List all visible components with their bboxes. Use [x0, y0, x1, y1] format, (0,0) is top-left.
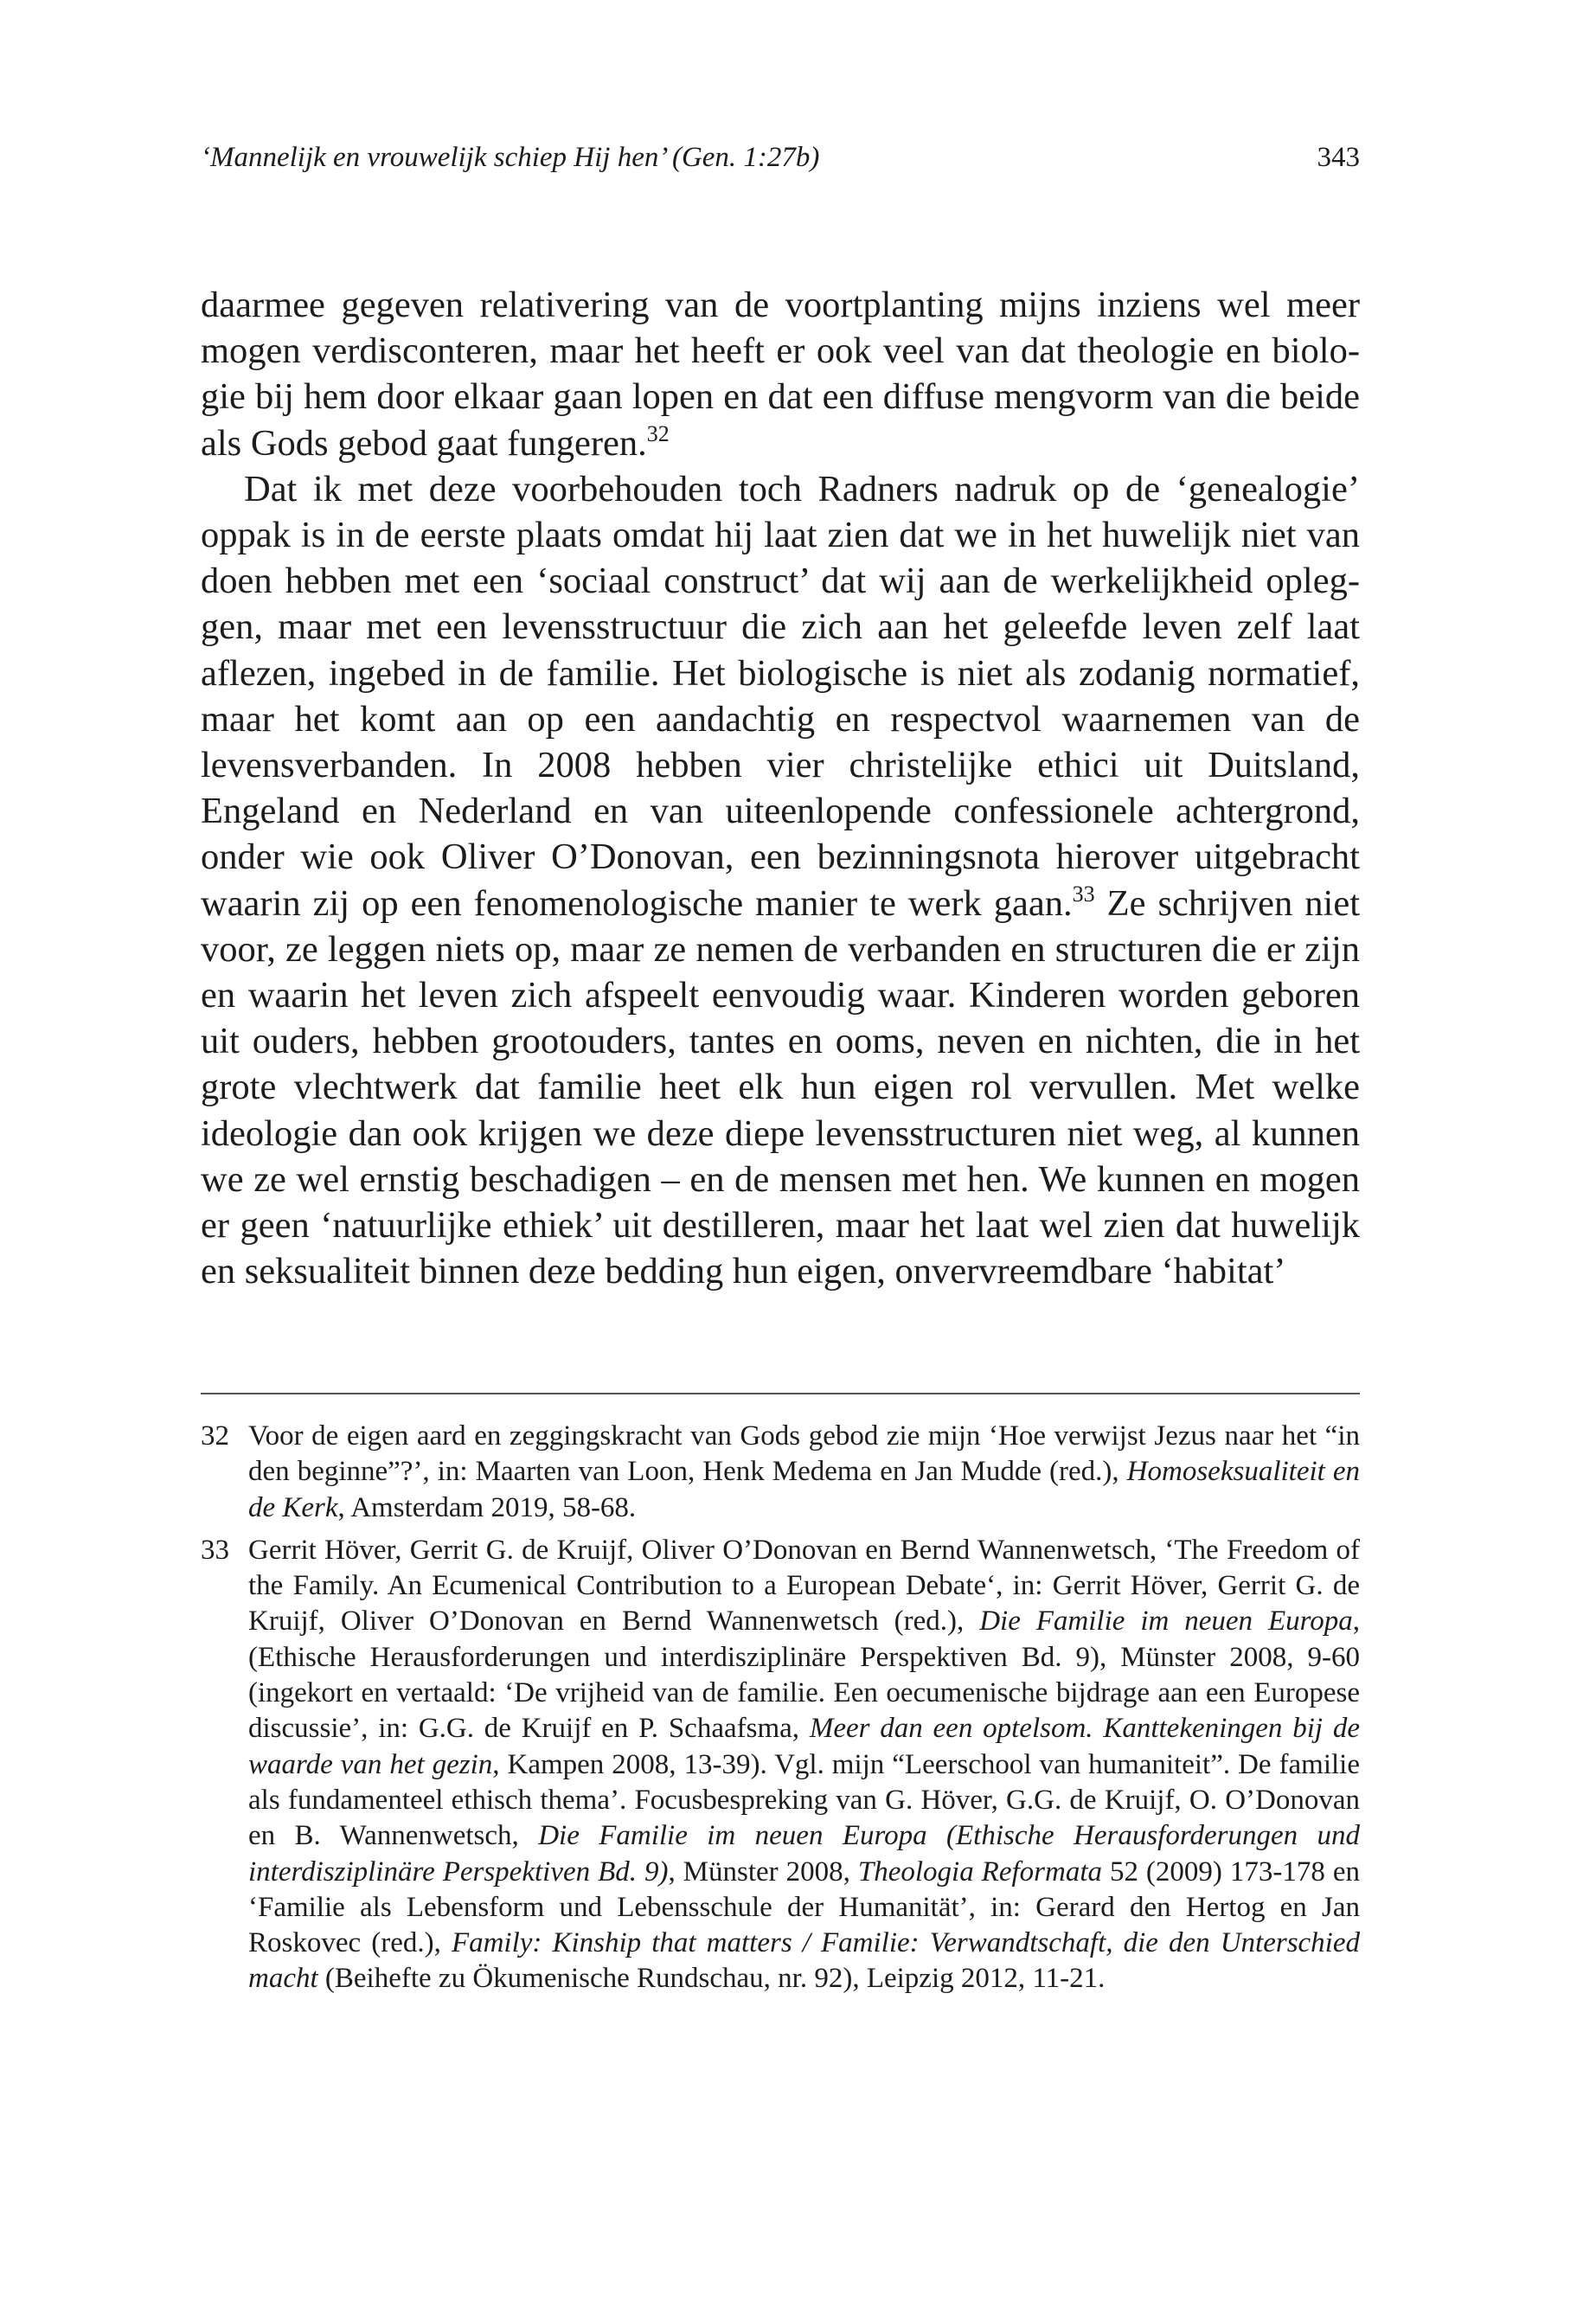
footnote-text-run: 52 (2009) 173-178 en ‘Familie als Lebensform und Lebensschule der Humanität’, in: Gerard den Hertog en Jan Roskovec (red.),: [248, 1856, 1360, 1959]
footnote-33: [201, 1533, 1360, 1997]
footnote-ref-32: 32: [646, 420, 670, 446]
footnote-number: 32: [201, 1420, 229, 1452]
footnote-title-italic: Theologia Reformata: [857, 1856, 1102, 1888]
main-text: [201, 282, 1360, 1294]
footnote-text-run: Voor de eigen aard en zeggingskracht van Gods gebod zie mijn ‘Hoe verwijst Jezus naar het “in den beginne”?’, in: Maarten van Loon, Henk Medema en Jan Mudde (red.),: [248, 1420, 1360, 1488]
footnote-title-italic: Die Familie im neuen Europa: [979, 1606, 1353, 1638]
footnote-text: [248, 1535, 1360, 1995]
footnote-text-run: , Münster 2008,: [668, 1856, 858, 1888]
footnote-text-run: (Beihefte zu Ökumenische Rundschau, nr. 92), Leipzig 2012, 11-21.: [317, 1963, 1106, 1995]
footnote-text-run: , Kampen 2008, 13-39). Vgl. mijn “Leerschool van humaniteit”. De familie als fundamenteel ethisch thema’. Focusbespreking van G. Höver, G.G. de Kruijf, O. O’Donovan en B. Wannenwetsch,: [248, 1748, 1360, 1852]
footnote-title-italic: Homoseksualiteit en de Kerk: [248, 1456, 1360, 1523]
paragraph-2-text-a: Dat ik met deze voorbehouden toch Radners nadruk op de ‘genealogie’ oppak is in de eerste plaats omdat hij laat zien dat we in het huwelijk niet van doen hebben met een ‘sociaal construct’ dat wij aan de werkelijkheid opleggen, maar met een levensstructuur die zich aan het geleefde leven zelf laat aflezen, ingebed in de familie. Het biologische is niet als zodanig normatief, maar het komt aan op een aandachtig en respectvol waarnemen van de levensverbanden. In 2008 hebben vier christelijke ethici uit Duitsland, Engeland en Nederland en van uiteenlopende confessionele achtergrond, onder wie ook Oliver O’Donovan, een bezinningsnota hierover uitgebracht waarin zij op een fenomenologische manier te werk gaan.: [201, 468, 1360, 924]
footnote-title-italic: Meer dan een optelsom. Kanttekeningen bij de waarde van het gezin: [248, 1713, 1360, 1780]
footnote-text-run: , (Ethische Herausforderungen und interdisziplinäre Perspektiven Bd. 9), Münster 2008, 9-60 (ingekort en vertaald: ‘De vrijheid van de familie. Een oecumenische bijdrage aan een Europese discussie’, in: G.G. de Kruijf en P. Schaafsma,: [248, 1606, 1360, 1745]
footnotes: [201, 1419, 1360, 2004]
footnote-text: [248, 1420, 1360, 1523]
footnote-text-run: , Amsterdam 2019, 58-68.: [337, 1491, 637, 1523]
paragraph-1: [201, 282, 1360, 466]
running-title: ‘Mannelijk en vrouwelijk schiep Hij hen’ (Gen. 1:27b): [201, 142, 820, 173]
paragraph-1-text: daarmee gegeven relativering van de voortplanting mijns inziens wel meer mogen verdisconteren, maar het heeft er ook veel van dat theologie en biologie bij hem door elkaar gaan lopen en dat een diffuse mengvorm van die beide als Gods gebod gaat fungeren.: [201, 285, 1360, 464]
footnote-text-run: Gerrit Höver, Gerrit G. de Kruijf, Oliver O’Donovan en Bernd Wannenwetsch, ‘The Freedom of the Family. An Ecumenical Contribution to a European Debate‘, in: Gerrit Höver, Gerrit G. de Kruijf, Oliver O’Donovan en Bernd Wannenwetsch (red.),: [248, 1534, 1360, 1638]
footnote-number: 33: [201, 1534, 229, 1566]
footnote-ref-33: 33: [1072, 881, 1095, 907]
footnote-title-italic: Die Familie im neuen Europa (Ethische Herausforderungen und interdisziplinäre Perspektiven Bd. 9): [248, 1820, 1360, 1888]
footnote-title-italic: Family: Kinship that matters / Familie: Verwandtschaft, die den Unterschied macht: [248, 1927, 1360, 1995]
paragraph-2: [201, 466, 1360, 1295]
page-number: 343: [1317, 142, 1360, 173]
footnote-32: [201, 1419, 1360, 1526]
paragraph-2-text-b: Ze schrijven niet voor, ze leggen niets op, maar ze nemen de verbanden en structuren die er zijn en waarin het leven zich afspeelt eenvoudig waar. Kinderen worden geboren uit ouders, hebben grootouders, tantes en ooms, neven en nichten, die in het grote vlechtwerk dat familie heet elk hun eigen rol vervullen. Met welke ideologie dan ook krijgen we deze diepe levensstructuren niet weg, al kunnen we ze wel ernstig beschadigen – en de mensen met hen. We kunnen en mogen er geen ‘natuurlijke ethiek’ uit destilleren, maar het laat wel zien dat huwelijk en seksualiteit binnen deze bedding hun eigen, onvervreemdbare ‘habitat’: [201, 882, 1360, 1292]
footnote-divider: [201, 1393, 1360, 1394]
